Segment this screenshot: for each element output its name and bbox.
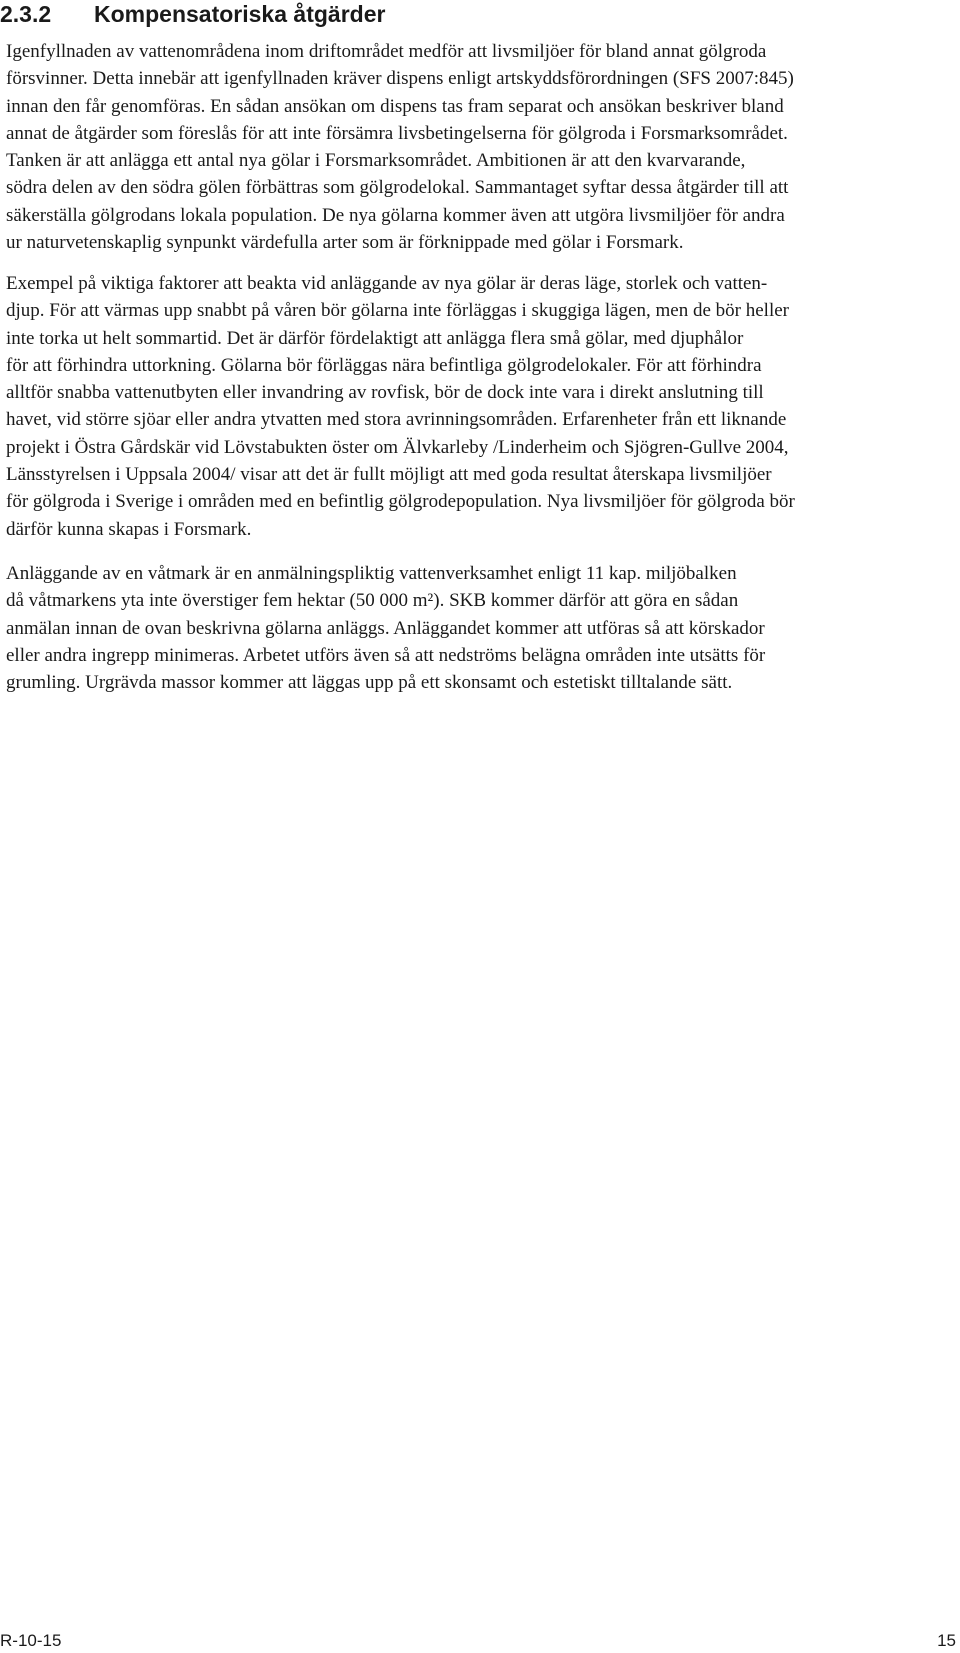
text-line: för att förhindra uttorkning. Gölarna bör förläggas nära befintliga gölgrodelokaler. För att förhindra — [6, 354, 762, 376]
text-line: grumling. Urgrävda massor kommer att läggas upp på ett skonsamt och estetiskt tilltalande sätt. — [6, 672, 733, 694]
text-line: annat de åtgärder som föreslås för att inte försämra livsbetingelserna för gölgroda i Forsmarksområdet. — [6, 122, 788, 144]
text-line: ur naturvetenskaplig synpunkt värdefulla arter som är förknippade med gölar i Forsmark. — [6, 232, 684, 254]
paragraph-1 — [6, 38, 956, 256]
text-line: södra delen av den södra gölen förbättras som gölgrodelokal. Sammantaget syftar dessa åtgärder till att — [6, 177, 789, 199]
text-line: innan den får genomföras. En sådan ansökan om dispens tas fram separat och ansökan beskriver bland — [6, 95, 784, 117]
text-line: eller andra ingrepp minimeras. Arbetet utförs även så att nedströms belägna områden inte utsätts för — [6, 644, 766, 666]
text-line: djup. För att värmas upp snabbt på våren bör gölarna inte förläggas i skuggiga lägen, men de bör heller — [6, 300, 789, 322]
text-line: alltför snabba vattenutbyten eller invandring av rovfisk, bör de dock inte vara i direkt anslutning till — [6, 382, 764, 404]
page-number: 15 — [937, 1631, 956, 1650]
text-line: Exempel på viktiga faktorer att beakta vid anläggande av nya gölar är deras läge, storlek och vatten- — [6, 273, 768, 294]
text-line: havet, vid större sjöar eller andra ytvatten med stora avrinningsområden. Erfarenheter från ett liknande — [6, 409, 787, 431]
text-line: anmälan innan de ovan beskrivna gölarna anläggs. Anläggandet kommer att utföras så att körskador — [6, 617, 765, 639]
text-line: säkerställa gölgrodans lokala population. De nya gölarna kommer även att utgöra livsmiljöer för andra — [6, 204, 785, 226]
report-id: R-10-15 — [0, 1631, 62, 1650]
section-title: Kompensatoriska åtgärder — [94, 1, 386, 27]
text-line: Igenfyllnaden av vattenområdena inom driftområdet medför att livsmiljöer för bland annat gölgroda — [6, 41, 767, 62]
text-line: därför kunna skapas i Forsmark. — [6, 518, 252, 540]
text-line: projekt i Östra Gårdskär vid Lövstabukten öster om Älvkarleby /Linderheim och Sjögren-Gullve 2004, — [6, 436, 789, 458]
text-line: för gölgroda i Sverige i områden med en befintlig gölgrodepopulation. Nya livsmiljöer för gölgroda bör — [6, 491, 795, 513]
paragraph-2 — [6, 270, 956, 543]
text-line: Länsstyrelsen i Uppsala 2004/ visar att det är fullt möjligt att med goda resultat återskapa livsmiljöer — [6, 464, 772, 486]
text-line: försvinner. Detta innebär att igenfyllnaden kräver dispens enligt artskyddsförordningen (SFS 2007:845) — [6, 68, 794, 90]
paragraph-3 — [6, 560, 956, 696]
text-line: Tanken är att anlägga ett antal nya gölar i Forsmarksområdet. Ambitionen är att den kvarvarande, — [6, 150, 746, 172]
text-line: då våtmarkens yta inte överstiger fem hektar (50 000 m²). SKB kommer därför att göra en sådan — [6, 590, 739, 612]
text-line: Anläggande av en våtmark är en anmälningspliktig vattenverksamhet enligt 11 kap. miljöbalken — [6, 563, 737, 584]
text-line: inte torka ut helt sommartid. Det är därför fördelaktigt att anlägga flera små gölar, med djuphålor — [6, 327, 744, 349]
section-heading — [0, 0, 385, 28]
section-number: 2.3.2 — [0, 1, 52, 27]
